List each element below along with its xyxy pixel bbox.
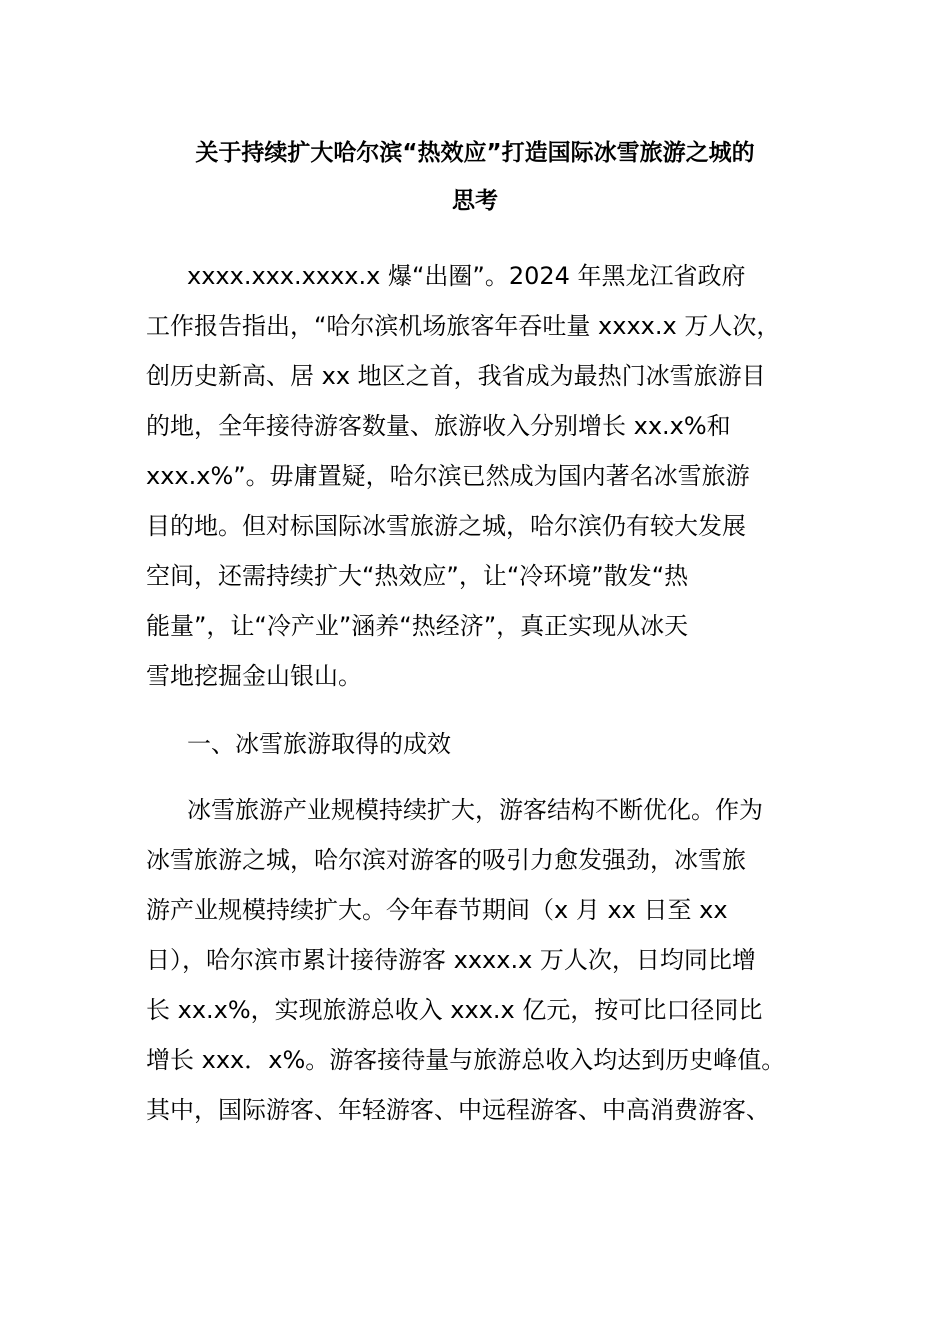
paragraph-2-line-6: 增长 xxx．x%。游客接待量与旅游总收入均达到历史峰值。 xyxy=(146,1046,786,1074)
paragraph-1-line-3: 创历史新高、居 xx 地区之首，我省成为最热门冰雪旅游目 xyxy=(146,362,766,390)
paragraph-2-line-1: 冰雪旅游产业规模持续扩大，游客结构不断优化。作为 xyxy=(187,796,763,824)
paragraph-2-line-7: 其中，国际游客、年轻游客、中远程游客、中高消费游客、 xyxy=(146,1096,770,1124)
paragraph-1-line-5: xxx.x%”。毋庸置疑，哈尔滨已然成为国内著名冰雪旅游 xyxy=(146,462,750,490)
section-heading-1: 一、冰雪旅游取得的成效 xyxy=(187,730,451,758)
document-title-line-1: 关于持续扩大哈尔滨“热效应”打造国际冰雪旅游之城的 xyxy=(195,140,755,166)
paragraph-2-line-2: 冰雪旅游之城，哈尔滨对游客的吸引力愈发强劲，冰雪旅 xyxy=(146,846,746,874)
paragraph-2-line-4: 日），哈尔滨市累计接待游客 xxxx.x 万人次，日均同比增 xyxy=(146,946,756,974)
paragraph-1-line-4: 的地，全年接待游客数量、旅游收入分别增长 xx.x%和 xyxy=(146,412,731,440)
paragraph-1-line-7: 空间，还需持续扩大“热效应”，让“冷环境”散发“热 xyxy=(146,562,689,590)
paragraph-1-line-9: 雪地挖掘金山银山。 xyxy=(146,662,362,690)
paragraph-2-line-5: 长 xx.x%，实现旅游总收入 xxx.x 亿元，按可比口径同比 xyxy=(146,996,763,1024)
document-title-line-2: 思考 xyxy=(452,188,498,214)
paragraph-1-line-2: 工作报告指出，“哈尔滨机场旅客年吞吐量 xxxx.x 万人次， xyxy=(146,312,781,340)
paragraph-1-line-8: 能量”，让“冷产业”涵养“热经济”，真正实现从冰天 xyxy=(146,612,689,640)
paragraph-2-line-3: 游产业规模持续扩大。今年春节期间（x 月 xx 日至 xx xyxy=(146,896,728,924)
paragraph-1-line-1: xxxx.xxx.xxxx.x 爆“出圈”。2024 年黑龙江省政府 xyxy=(187,262,746,290)
paragraph-1-line-6: 目的地。但对标国际冰雪旅游之城，哈尔滨仍有较大发展 xyxy=(146,512,746,540)
